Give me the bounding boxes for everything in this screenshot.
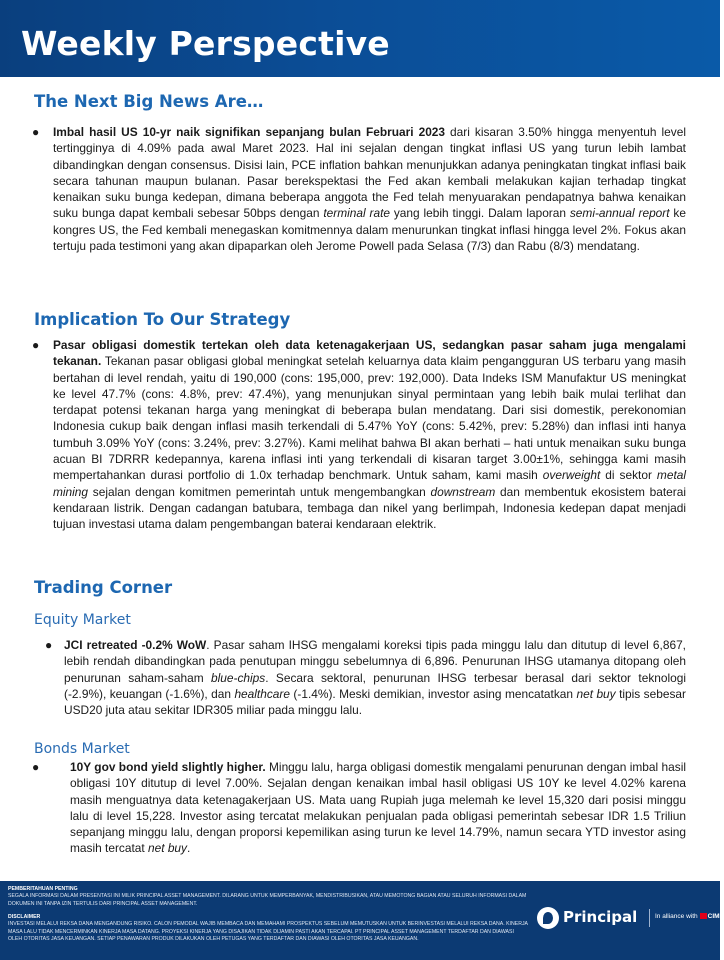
page-title: Weekly Perspective xyxy=(21,24,390,63)
equity-bold-lead: JCI retreated -0.2% WoW xyxy=(64,638,207,652)
implication-text-4: dan membentuk ekosistem baterai kendaraan listrik. Dengan cadangan batubara, tembaga dan nikel yang berlimpah, Indonesia kedepan dapat menjadi tujuan investasi utama dalam pengembangan baterai kendaraan elektrik. xyxy=(53,484,686,532)
bonds-italic-1: net buy xyxy=(147,841,187,856)
notice-text: SEGALA INFORMASI DALAM PRESENTASI INI MILIK PRINCIPAL ASSET MANAGEMENT. DILARANG UNTUK MEMPERBANYAK, MENDISTRIBUSIKAN, ATAU MEMOTONG BAGIAN ATAU SELURUH INFORMASI DALAM DOKUMEN INI TANPA IZIN TERTULIS DARI PRINCIPAL ASSET MANAGEMENT. xyxy=(8,893,527,907)
equity-text-2: . Secara sektoral, penurunan IHSG terbesar berasal dari sektor teknologi (-2.9%), keuangan (-1.6%), dan xyxy=(64,670,687,701)
news-bullet xyxy=(32,124,686,254)
notice-block xyxy=(8,886,528,908)
bullet-icon: ● xyxy=(32,125,40,139)
bullet-icon: ● xyxy=(32,760,40,774)
alliance-text xyxy=(655,913,724,920)
implication-text-3: sejalan dengan komitmen pemerintah untuk mengembangkan xyxy=(88,484,431,499)
implication-bullet xyxy=(32,337,686,533)
bonds-paragraph xyxy=(70,759,686,857)
disclaimer-text: INVESTASI MELALUI REKSA DANA MENGANDUNG RISIKO. CALON PEMODAL WAJIB MEMBACA DAN MEMAHAMI PROSPEKTUS SEBELUM MEMUTUSKAN UNTUK BERINVESTASI MELALUI REKSA DANA. KINERJA MASA LALU TIDAK MENCERMINKAN KINERJA MASA DATANG. PROYEKSI KINERJA YANG DISAJIKAN TIDAK DIJAMIN PASTI AKAN TERCAPAI. PT PRINCIPAL ASSET MANAGEMENT TERDAFTAR DAN DIAWASI OLEH OTORITAS JASA KEUANGAN. SETIAP PENAWARAN PRODUK DILAKUKAN OLEH PETUGAS YANG TERDAFTAR DAN DIAWASI OLEH OTORITAS JASA KEUANGAN. xyxy=(8,921,528,943)
alliance-label: In alliance with xyxy=(655,913,698,920)
equity-italic-1: blue-chips xyxy=(211,670,266,685)
bonds-subtitle: Bonds Market xyxy=(34,741,130,757)
implication-text-2: di sektor xyxy=(600,468,657,483)
implication-bold-lead: Pasar obligasi domestik tertekan oleh data ketenagakerjaan US, sedangkan pasar saham juga mengalami tekanan. xyxy=(53,338,686,369)
bullet-icon: ● xyxy=(32,338,40,352)
news-text-2: yang lebih tinggi. Dalam laporan xyxy=(390,206,570,221)
equity-text-4: tipis sebesar USD20 juta atau sekitar IDR305 miliar pada minggu lalu. xyxy=(64,686,686,718)
equity-text-1: . Pasar saham IHSG mengalami koreksi tipis pada minggu lalu dan ditutup di level 6,867, lebih rendah dibandingkan pada penutupan minggu sebelumnya di 6,896. Penurunan IHSG utamanya ditopang oleh penurunan saham-saham xyxy=(64,638,686,685)
notice-title: PEMBERITAHUAN PENTING xyxy=(8,886,78,892)
equity-italic-2: healthcare xyxy=(234,686,290,701)
implication-italic-2: metal mining xyxy=(53,468,686,499)
news-paragraph xyxy=(53,124,686,254)
bonds-bullet xyxy=(32,759,686,857)
logo-word: Principal xyxy=(563,908,638,926)
news-text-3: ke kongres US, the Fed kembali menegaskan komitmennya dalam menurunkan tingkat inflasi hingga level 2%. Fokus akan tertuju pada testimoni yang akan dipaparkan oleh Jerome Powell pada Selasa (7/3) dan Rabu (8/3) mendatang. xyxy=(53,206,686,254)
page-header xyxy=(0,0,720,77)
principal-logo xyxy=(537,905,724,935)
bonds-text-2: . xyxy=(187,841,191,856)
implication-italic-3: downstream xyxy=(430,484,496,499)
implication-paragraph xyxy=(53,337,686,533)
trading-section-title: Trading Corner xyxy=(34,578,173,597)
logo-divider xyxy=(649,909,650,927)
news-italic-2: semi-annual report xyxy=(569,206,670,221)
bullet-icon: ● xyxy=(45,638,53,652)
equity-italic-3: net buy xyxy=(576,686,616,701)
news-italic-1: terminal rate xyxy=(323,206,390,221)
equity-paragraph xyxy=(64,637,686,718)
equity-text-3: (-1.4%). Meski demikian, investor asing mencatatkan xyxy=(289,686,577,701)
disclaimer-title: DISCLAIMER xyxy=(8,914,41,920)
cimb-label: CIMB xyxy=(707,913,724,920)
equity-bullet xyxy=(45,637,686,718)
disclaimer-block xyxy=(8,914,528,944)
implication-section-title: Implication To Our Strategy xyxy=(34,310,291,329)
equity-subtitle: Equity Market xyxy=(34,612,131,628)
implication-italic-1: overweight xyxy=(542,468,601,483)
news-text-1: dari kisaran 3.50% hingga menyentuh level tertingginya di 4.09% pada awal Maret 2023. Hal ini sejalan dengan tingkat inflasi US yang turun lebih lambat dibandingkan dengan consensus. Disisi lain, PCE inflation bahkan menunjukkan adanya peningkatan tingkat inflasi baik secara tahunan maupun bulanan. Pasar berekspektasi the Fed akan kembali melakukan kajian terhadap tingkat kenaikan suku bunga kedepan, dimana beberapa anggota the Fed telah menyuarakan pendapatnya bahwa kenaikan suku bunga dapat kembali sebesar 50bps dengan xyxy=(53,125,686,221)
cimb-icon xyxy=(700,913,707,919)
news-section-title: The Next Big News Are… xyxy=(34,92,264,111)
bonds-bold-lead: 10Y gov bond yield slightly higher. xyxy=(70,760,266,774)
implication-text-1: Tekanan pasar obligasi global meningkat setelah keluarnya data klaim pengangguran US terbaru yang masih bertahan di level rendah, yaitu di 190,000 (cons: 195,000, prev: 192,000). Data Indeks ISM Manufaktur US meningkat ke level 47.7% (cons: 4.8%, prev: 47.4%), yang menunjukan sinyal permintaan yang lebih baik mulai terlihat dan terdapat potensi tekanan harga yang meningkat di beberapa bulan mendatang. Dari sisi domestik, perekonomian Indonesia cukup baik dengan inflasi masih terkendali di 5.47% YoY (cons: 5.42%, prev: 5.28%) dan inflasi inti hanya tumbuh 3.09% YoY (cons: 3.24%, prev: 3.27%). Kami melihat bahwa BI akan berhati – hati untuk menaikan suku bunga acuan BI 7DRRR kedepannya, karena inflasi inti yang terkendali di kisaran target 3.00±1%, sehingga kami masih mempertahankan durasi portfolio di 1.0x terhadap benchmark. Untuk saham, kami masih xyxy=(53,354,686,483)
news-bold-lead: Imbal hasil US 10-yr naik signifikan sepanjang bulan Februari 2023 xyxy=(53,125,446,139)
principal-logo-icon xyxy=(537,907,559,929)
bonds-text-1: Minggu lalu, harga obligasi domestik mengalami penurunan dengan imbal hasil obligasi 10Y ditutup di level 7.00%. Sejalan dengan kenaikan imbal hasil obligasi US 10Y ke level 4.02% karena masih menguatnya data ketenagakerjaan US. Mata uang Rupiah juga melemah ke level 15,320 dari posisi minggu lalu di level 15,228. Investor asing tercatat melakukan penjualan pada obligasi pemerintah sebesar IDR 1.5 Triliun sepanjang minggu lalu, dengan proporsi kepemilikan asing turun ke level 14.79%, namun secara YTD investor asing masih tercatat xyxy=(70,760,686,856)
